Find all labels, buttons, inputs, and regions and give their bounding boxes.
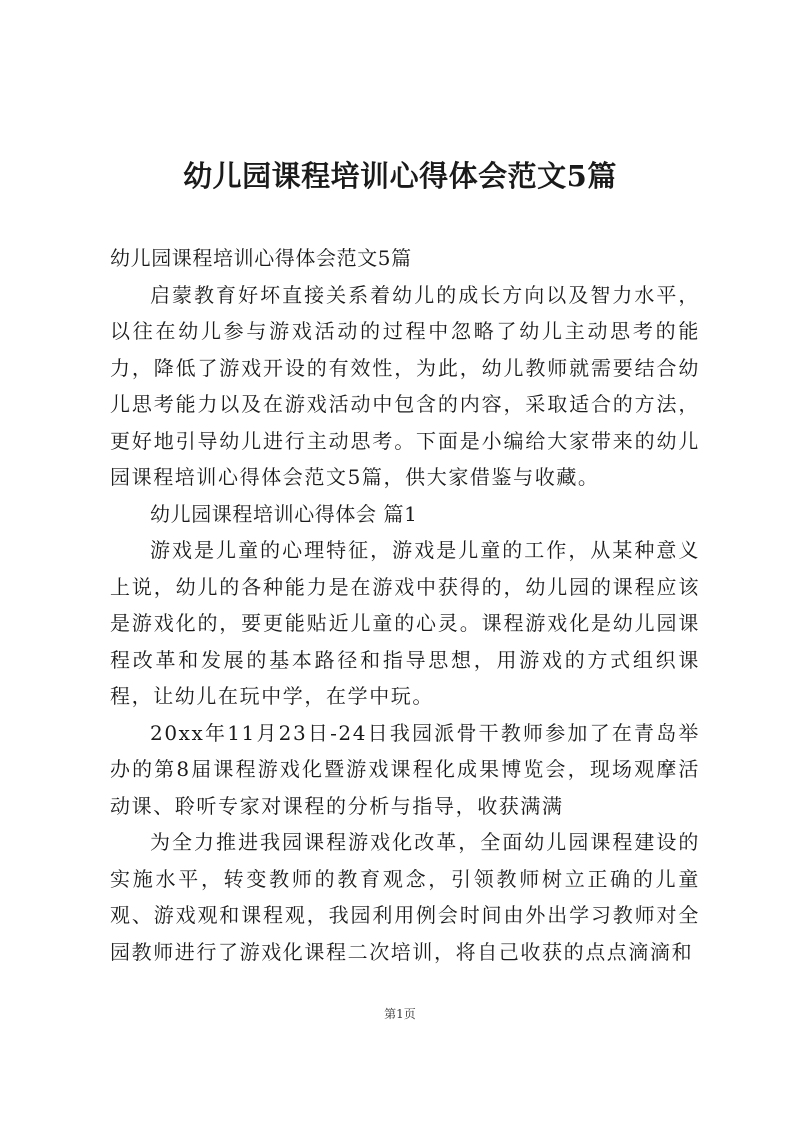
- body-paragraph: 为全力推进我园课程游戏化改革，全面幼儿园课程建设的实施水平，转变教师的教育观念，引领教师树立正确的儿童观、游戏观和课程观，我园利用例会时间由外出学习教师对全园教师进行了游戏化课程二次培训，将自己收获的点点滴滴和: [110, 830, 700, 964]
- document-subtitle: 幼儿园课程培训心得体会范文5篇: [110, 246, 412, 270]
- body-paragraph: 游戏是儿童的心理特征，游戏是儿童的工作，从某种意义上说，幼儿的各种能力是在游戏中获得的，幼儿园的课程应该是游戏化的，要更能贴近儿童的心灵。课程游戏化是幼儿园课程改革和发展的基本路径和指导思想，用游戏的方式组织课程，让幼儿在玩中学，在学中玩。: [110, 538, 700, 708]
- body-paragraph: 20xx年11月23日-24日我园派骨干教师参加了在青岛举办的第8届课程游戏化暨游戏课程化成果博览会，现场观摩活动课、聆听专家对课程的分析与指导，收获满满: [110, 720, 700, 818]
- document-title: 幼儿园课程培训心得体会范文5篇: [183, 159, 617, 193]
- page-number: 第1页: [384, 1007, 416, 1021]
- section-heading: 幼儿园课程培训心得体会 篇1: [150, 501, 418, 526]
- document-body: [110, 240, 700, 970]
- intro-paragraph: 启蒙教育好坏直接关系着幼儿的成长方向以及智力水平，以往在幼儿参与游戏活动的过程中忽略了幼儿主动思考的能力，降低了游戏开设的有效性，为此，幼儿教师就需要结合幼儿思考能力以及在游戏活动中包含的内容，采取适合的方法，更好地引导幼儿进行主动思考。下面是小编给大家带来的幼儿园课程培训心得体会范文5篇，供大家借鉴与收藏。: [110, 282, 700, 489]
